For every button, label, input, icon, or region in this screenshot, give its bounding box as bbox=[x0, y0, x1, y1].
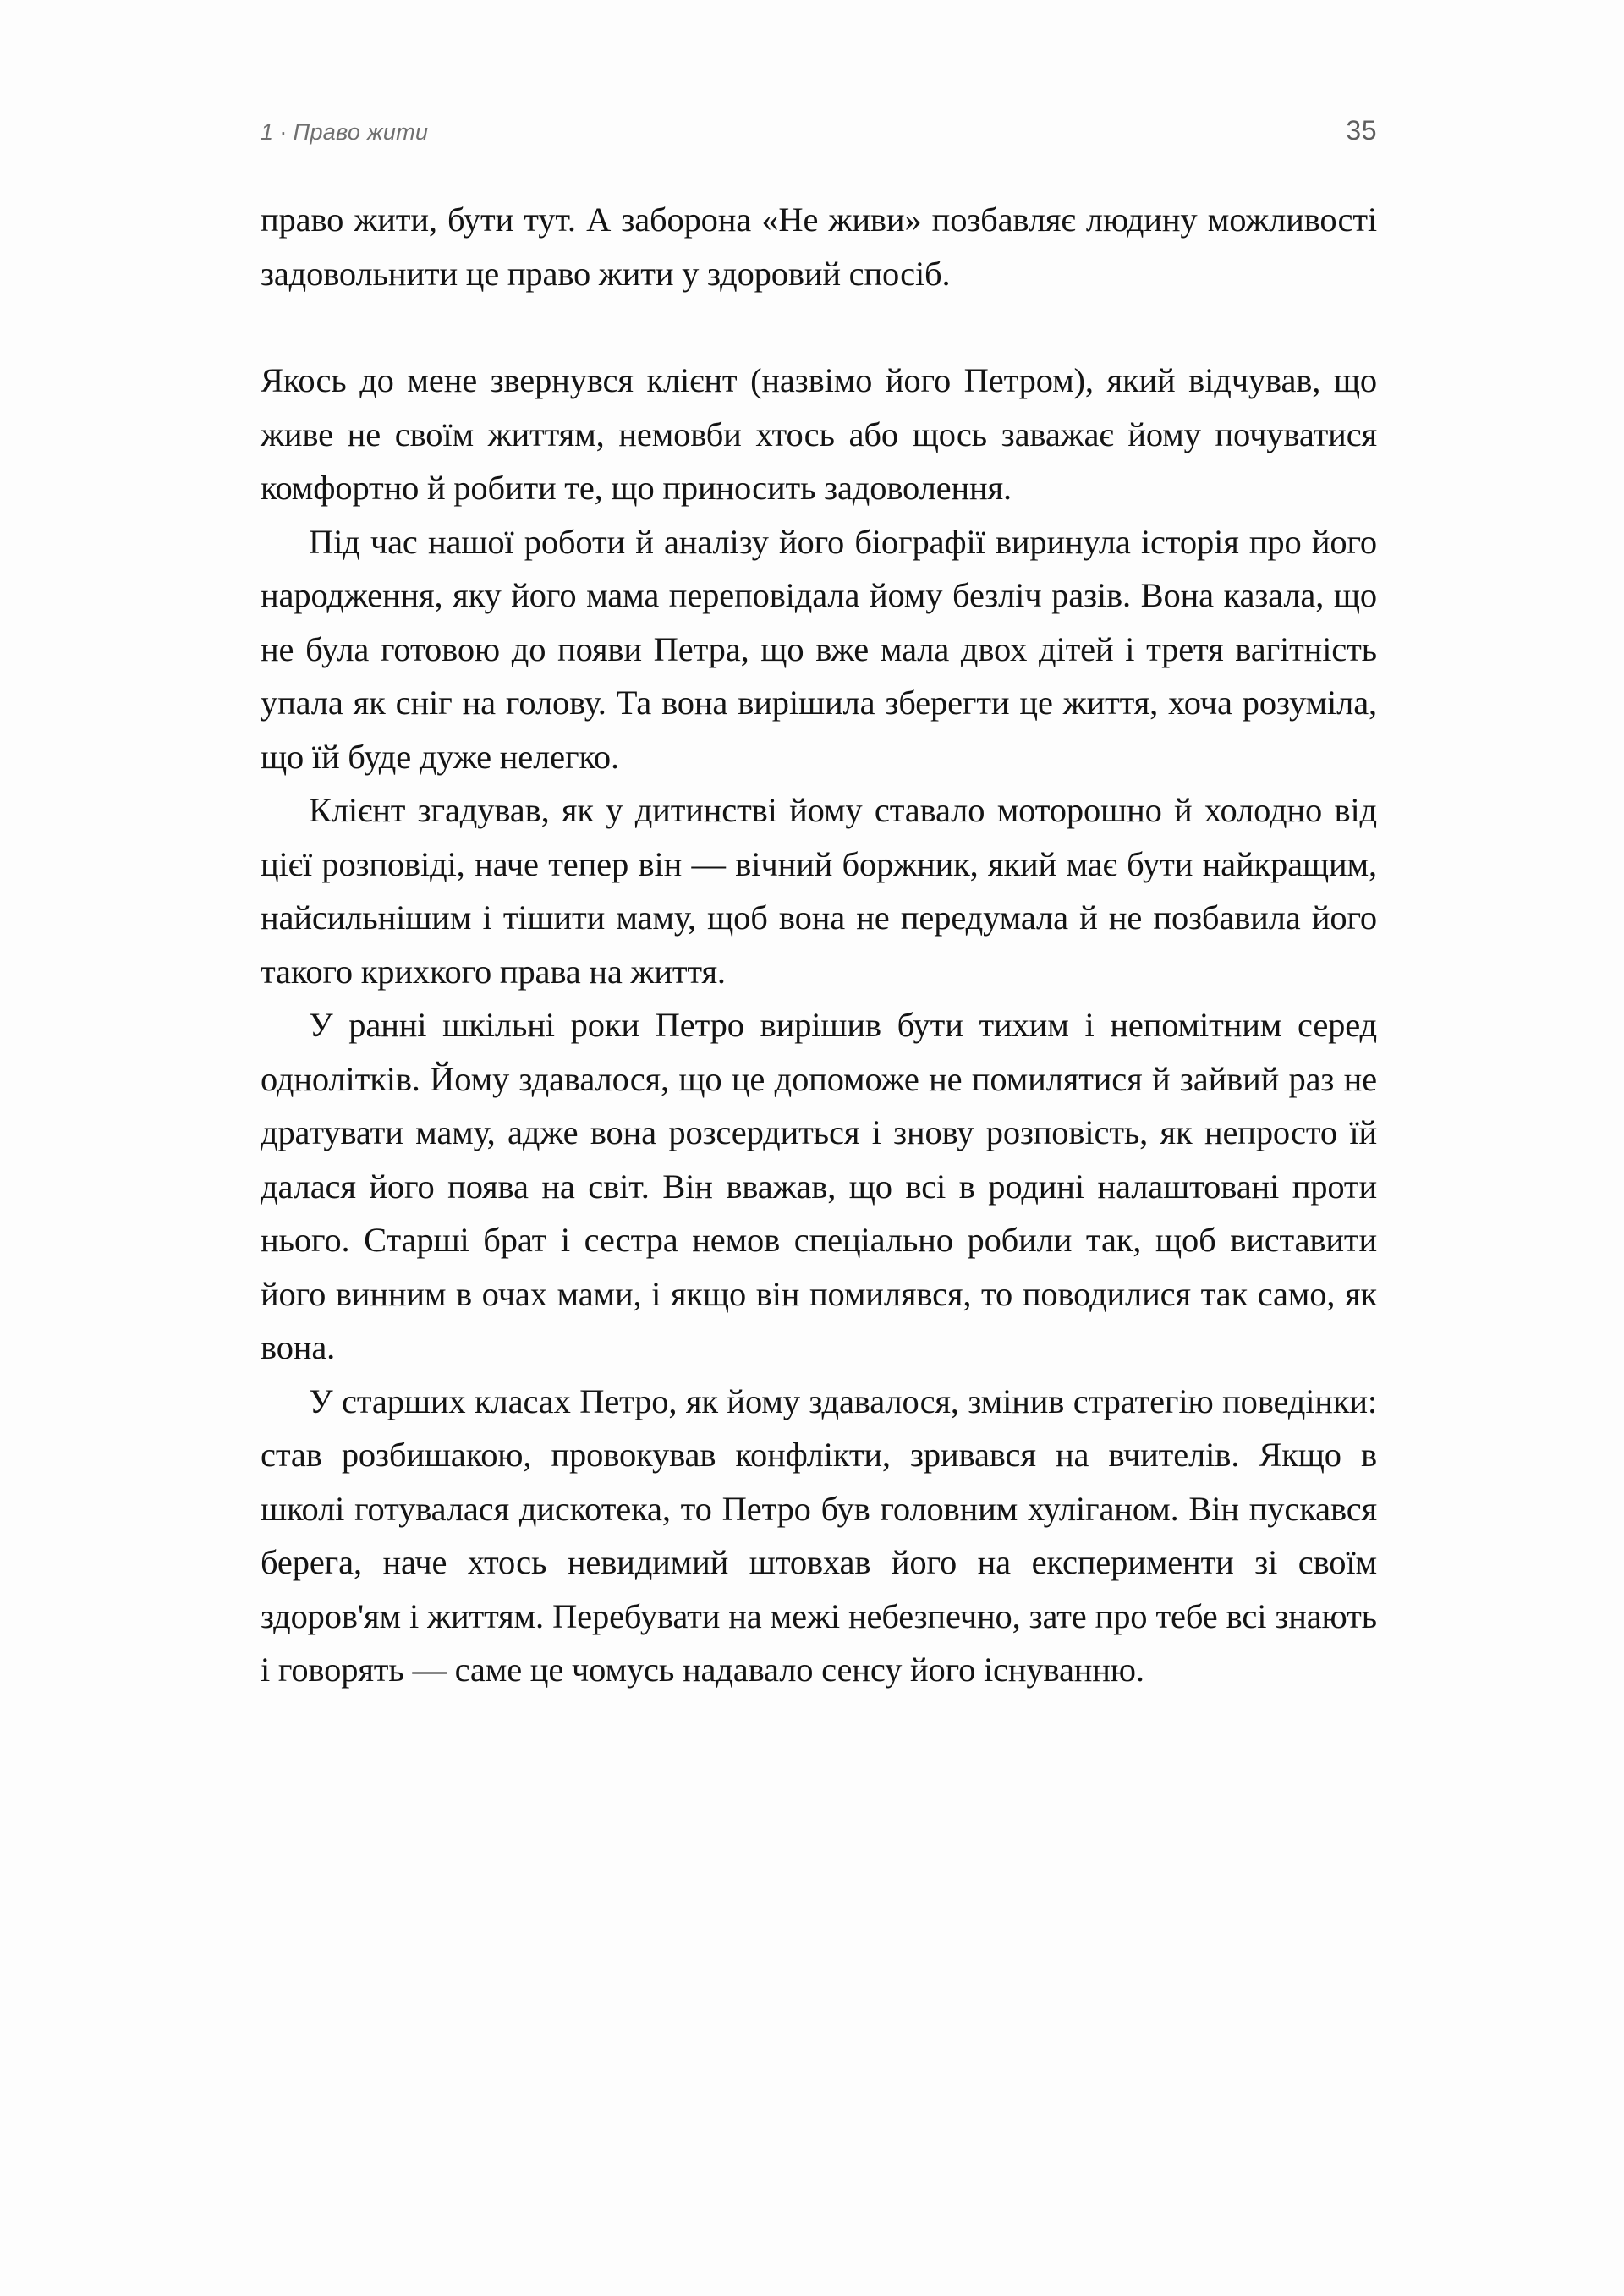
paragraph: У ранні шкільні роки Петро вирішив бути тихим і непомітним серед однолітків. Йому здавалося, що це допоможе не помилятися й зайвий раз не дратувати маму, адже вона розсердиться і знову розповість, як непросто їй далася його поява на світ. Він вважав, що всі в родині налаштовані проти нього. Старші брат і сестра немов спеціально робили так, щоб виставити його винним в очах мами, і якщо він помилявся, то поводилися так само, як вона. bbox=[261, 1006, 1377, 1366]
paragraph: Клієнт згадував, як у дитинстві йому ставало моторошно й холодно від цієї розповіді, наче тепер він — вічний боржник, який має бути найкращим, найсильнішим і тішити маму, щоб вона не передумала й не позбавила його такого крихкого права на життя. bbox=[261, 791, 1377, 991]
running-head-separator: · bbox=[279, 119, 288, 145]
running-head bbox=[261, 115, 1377, 154]
paragraph: У старших класах Петро, як йому здавалося, змінив стратегію поведінки: став розбишакою, провокував конфлікти, зривався на вчителів. Якщо в школі готувалася дискотека, то Петро був головним хуліганом. Він пускався берега, наче хтось невидимий штовхав його на експерименти зі своїм здоров'ям і життям. Перебувати на межі небезпечно, зате про тебе всі знають і говорять — саме це чомусь надавало сенсу його існуванню. bbox=[261, 1381, 1377, 1689]
page-number: 35 bbox=[1346, 115, 1377, 146]
running-head-chapter bbox=[261, 119, 428, 146]
paragraph: Під час нашої роботи й аналізу його біографії виринула історія про його народження, яку його мама переповідала йому безліч разів. Вона казала, що не була готовою до появи Петра, що вже мала двох дітей і третя вагітність упала як сніг на голову. Та вона вирішила зберегти це життя, хоча розуміла, що їй буде дуже нелегко. bbox=[261, 522, 1377, 776]
body-text-block bbox=[261, 193, 1377, 1697]
chapter-title: Право жити bbox=[293, 119, 429, 145]
chapter-number: 1 bbox=[261, 119, 274, 145]
paragraph-continued: право жити, бути тут. А заборона «Не живи» позбавляє людину можливості задовольнити це право жити у здоровий спосіб. bbox=[261, 200, 1377, 293]
paragraph: Якось до мене звернувся клієнт (назвімо його Петром), який відчував, що живе не своїм життям, немовби хтось або щось заважає йому почуватися комфортно й робити те, що приносить задоволення. bbox=[261, 361, 1377, 507]
